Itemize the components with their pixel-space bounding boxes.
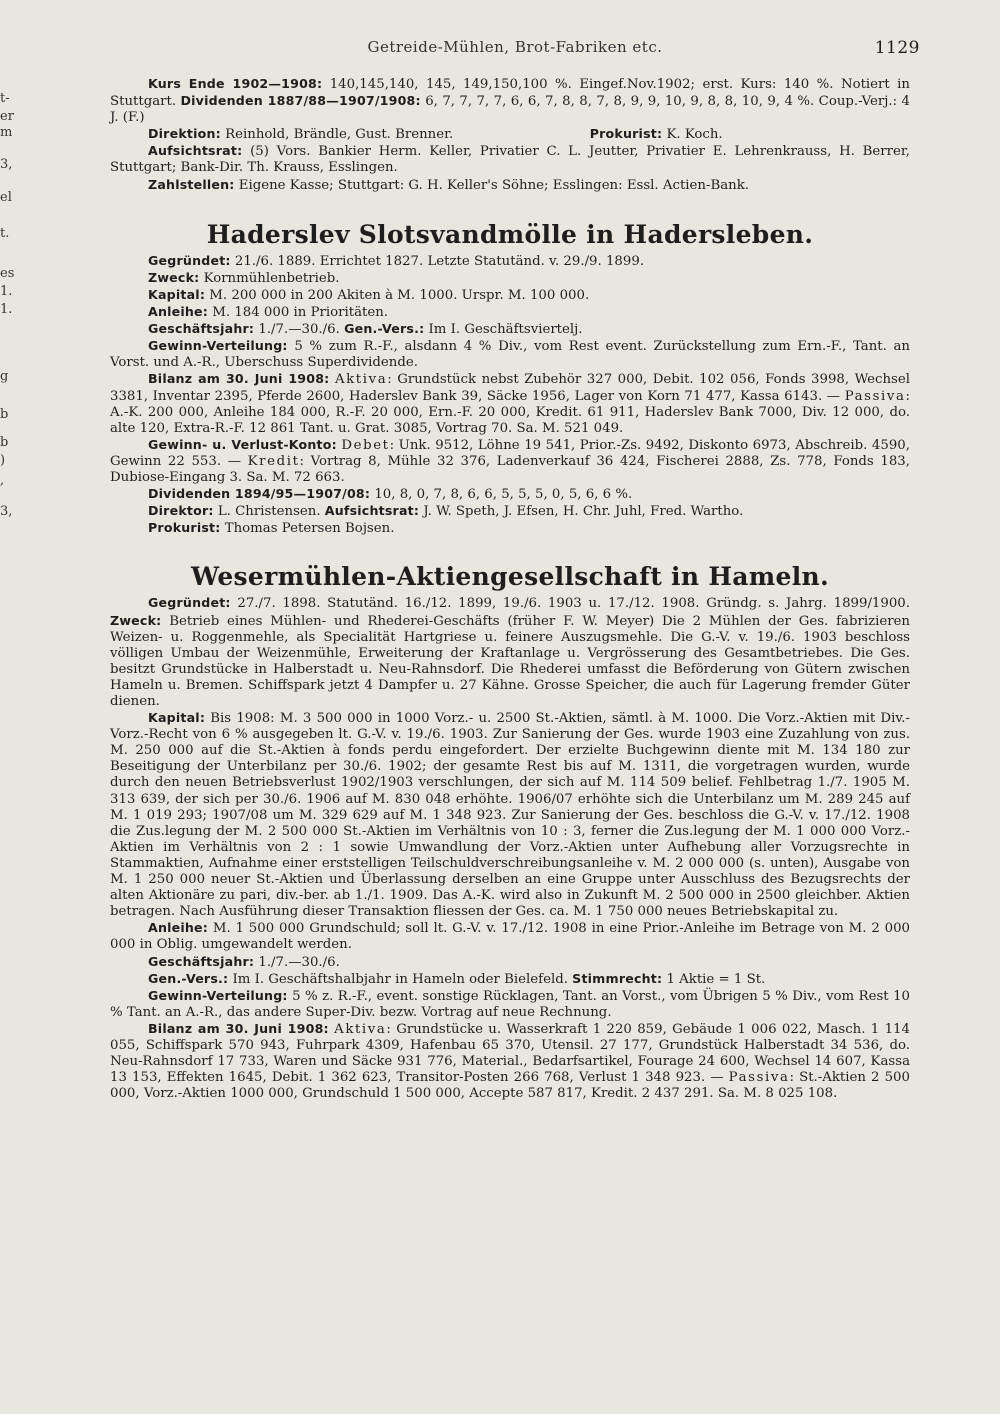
bilanz-aktiva-text: : Grundstücke u. Wasserkraft 1 220 859, Gebäude 1 006 022, Masch. 1 114 055, Schiffspark 570 943, Fuhrpark 4309, Hafenbau 65 370, Utensil. 27 177, Grundstück Halberstadt 34 536, do. Neu-Rahnsdorf 17 733, Waren und Säcke 931 776, Material., Bedarfsartikel, Fourage 24 600, Wechsel 14 607, Kassa 13 153, Effekten 1645, Debit. 1 362 623, Transitor-Posten 266 768, Verlust 1 348 923. — [110, 1021, 910, 1086]
geschaeftsjahr-paragraph [110, 954, 910, 971]
kurs-paragraph [110, 76, 910, 126]
prokurist-text: K. Koch. [662, 127, 723, 143]
passiva-word: Passiva [728, 1070, 790, 1086]
aktiva-word: Aktiva [334, 372, 388, 388]
dividenden-text: 10, 8, 0, 7, 8, 6, 6, 5, 5, 5, 0, 5, 6, 6 %. [370, 487, 633, 503]
passiva-word: Passiva [844, 388, 906, 404]
bilanz-passiva-text: : A.-K. 200 000, Anleihe 184 000, R.-F. 20 000, Ern.-F. 20 000, Kredit. 61 911, Haderslev Bank 7000, Div. 12 000, do. alte 120, Extra-R.-F. 12 861 Tant. u. Grat. 3085, Vortrag 70. Sa. M. 521 049. [110, 388, 910, 436]
margin-fragment: ) [0, 453, 6, 468]
bilanz-passiva-text: : St.-Aktien 2 500 000, Vorz.-Aktien 1000 000, Grundschuld 1 500 000, Accepte 587 817, Kredit. 2 437 291. Sa. M. 8 025 108. [110, 1070, 910, 1102]
bilanz-label: Bilanz am 30. Juni 1908: [148, 371, 330, 387]
gewinnverteilung-paragraph [110, 988, 910, 1021]
margin-fragment: t- [0, 91, 10, 106]
bilanz-paragraph [110, 371, 910, 436]
margin-fragment: es [0, 266, 15, 281]
margin-fragment: 3, [0, 157, 13, 172]
gewinnverteilung-label: Gewinn-Verteilung: [148, 338, 288, 354]
gewinnverteilung-text: 5 % zum R.-F., alsdann 4 % Div., vom Rest event. Zurückstellung zum Ern.-F., Tant. an Vorst. und A.-R., Uberschuss Superdividende. [110, 339, 910, 371]
zweck-text: Kornmühlenbetrieb. [199, 270, 340, 286]
kurs-label: Kurs Ende 1902—1908: [148, 76, 323, 91]
anleihe-label: Anleihe: [148, 304, 209, 320]
running-head-title: Getreide-Mühlen, Brot-Fabriken etc. [367, 38, 663, 56]
page-number: 1129 [874, 38, 920, 58]
margin-fragment: t. [0, 226, 10, 241]
kapital-label: Kapital: [148, 710, 206, 726]
entry-wesermuehlen [110, 595, 910, 1102]
geschaeftsjahr-text: 1./7.—30./6. [254, 954, 340, 970]
direktion-label: Direktion: [148, 126, 221, 142]
entry-continuation [110, 76, 910, 194]
margin-fragment: er [0, 109, 14, 124]
stimmrecht-text: 1 Aktie = 1 St. [662, 971, 766, 987]
zweck-label: Zweck: [148, 269, 200, 285]
margin-fragment: 1. [0, 284, 13, 299]
company-heading-haderslev: Haderslev Slotsvandmölle in Hadersleben. [206, 219, 814, 249]
kurs-text: 140,145,140, 145, 149,150,100 %. Eingef.Nov.1902; erst. Kurs: 140 %. Notiert in Stuttgart. [110, 77, 910, 110]
aufsichtsrat-text: J. W. Speth, J. Efsen, H. Chr. Juhl, Fred. Wartho. [419, 504, 744, 520]
direktor-text: L. Christensen. [213, 504, 325, 520]
stimmrecht-label: Stimmrecht: [572, 970, 663, 986]
gegruendet-text: 21./6. 1889. Errichtet 1827. Letzte Statutänd. v. 29./9. 1899. [230, 253, 645, 269]
gewinnverteilung-label: Gewinn-Verteilung: [148, 987, 288, 1003]
prokurist-label: Prokurist: [148, 520, 221, 536]
anleihe-label: Anleihe: [148, 920, 209, 936]
margin-fragment: m [0, 125, 13, 140]
kapital-paragraph [110, 710, 910, 920]
guv-debet-text: : Unk. 9512, Löhne 19 541, Prior.-Zs. 9492, Diskonto 6973, Abschreib. 4590, Gewinn 22 553. — [110, 437, 910, 469]
bilanz-paragraph [110, 1021, 910, 1102]
kapital-text: Bis 1908: M. 3 500 000 in 1000 Vorz.- u. 2500 St.-Aktien, sämtl. à M. 1000. Die Vorz.-Aktien mit Div.-Vorz.-Recht von 6 % ausgegeben lt. G.-V. v. 19./6. 1903. Zur Sanierung der Ges. wurde 1903 eine Zuzahlung von zus. M. 250 000 auf die St.-Aktien à fonds perdu eingefordert. Der erzielte Buchgewinn diente mit M. 134 180 zur Beseitigung der Unterbilanz per 30./6. 1902; der gesamte Rest bis auf M. 1311, die vorgetragen wurden, wurde durch den neuen Betriebsverlust 1902/1903 verschlungen, der sich auf M. 114 509 belief. Fehlbetrag 1./7. 1905 M. 313 639, der sich per 30./6. 1906 auf M. 830 048 erhöhte. 1906/07 erhöhte sich die Unterbilanz um M. 289 245 auf M. 1 019 293; 1907/08 um M. 329 629 auf M. 1 348 923. Zur Sanierung der Ges. beschloss die G.-V. v. 17./12. 1908 die Zus.legung der M. 2 500 000 St.-Aktien im Verhältnis von 10 : 3, ferner die Zus.legung der M. 1 000 000 Vorz.-Aktien im Verhältnis von 2 : 1 sowie Umwandlung der Vorz.-Aktien unter Aufhebung aller Vorzugsrechte in Stammaktien, Aufnahme einer erststelligen Teilschuldverschreibungsanleihe v. M. 2 000 000 (s. unten), Ausgabe von M. 1 250 000 neuer St.-Aktien und Überlassung derselben an eine Gruppe unter Ausschluss des Bezugsrechts der alten Aktionäre zu pari, div.-ber. ab 1./1. 1909. Das A.-K. wird also in Zukunft M. 2 500 000 in 2500 gleichber. Aktien betragen. Nach Ausführung dieser Transaktion fliessen der Ges. ca. M. 1 750 000 neues Betriebskapital zu. [110, 711, 910, 920]
aufsichtsrat-paragraph [110, 143, 910, 176]
dividenden-label: Dividenden 1887/88—1907/1908: [180, 93, 421, 109]
geschaeftsjahr-label: Geschäftsjahr: [148, 321, 255, 337]
anleihe-text: M. 1 500 000 Grundschuld; soll lt. G.-V. v. 17./12. 1908 in eine Prior.-Anleihe im Betrage von M. 2 000 000 in Oblig. umgewandelt werden. [110, 921, 910, 953]
anleihe-paragraph [110, 304, 910, 321]
company-heading-wesermuehlen: Wesermühlen-Aktiengesellschaft in Hameln. [191, 562, 829, 592]
genvers-paragraph [110, 971, 910, 988]
dividenden-text: 6, 7, 7, 7, 7, 6, 6, 7, 8, 8, 7, 8, 9, 9, 10, 9, 8, 8, 10, 9, 4 %. Coup.-Verj.: 4 J. (F.) [110, 94, 911, 126]
aufsichtsrat-text: (5) Vors. Bankier Herm. Keller, Privatier C. L. Jeutter, Privatier E. Lehrenkrauss, H. Berrer, Stuttgart; Bank-Dir. Th. Krauss, Esslingen. [110, 144, 910, 176]
gegruendet-label: Gegründet: [148, 252, 231, 268]
gegruendet-label: Gegründet: [148, 595, 231, 611]
direktion-text: Reinhold, Brändle, Gust. Brenner. [220, 127, 454, 143]
margin-fragment: , [0, 473, 5, 488]
zweck-paragraph [110, 270, 910, 287]
geschaeftsjahr-text: 1./7.—30./6. [254, 322, 345, 338]
dividenden-paragraph [110, 486, 910, 503]
prokurist-label: Prokurist: [589, 126, 663, 142]
gewinnverteilung-paragraph [110, 338, 910, 371]
kapital-label: Kapital: [148, 286, 206, 302]
kredit-word: Kredit [247, 453, 300, 469]
genvers-text: Im I. Geschäftshalbjahr in Hameln oder Bielefeld. [228, 971, 573, 987]
zahlstellen-text: Eigene Kasse; Stuttgart: G. H. Keller's Söhne; Esslingen: Essl. Actien-Bank. [234, 177, 750, 193]
geschaeftsjahr-label: Geschäftsjahr: [148, 953, 255, 969]
margin-fragment: b [0, 407, 9, 422]
margin-fragment: 3, [0, 504, 13, 519]
direktion-paragraph [110, 126, 910, 143]
genvers-label: Gen.-Vers.: [148, 970, 229, 986]
anleihe-paragraph [110, 920, 910, 953]
zweck-label: Zweck: [110, 612, 162, 628]
bilanz-label: Bilanz am 30. Juni 1908: [148, 1020, 329, 1036]
gegruendet-paragraph [110, 253, 910, 270]
page-body [110, 76, 910, 1102]
aufsichtsrat-label: Aufsichtsrat: [148, 143, 243, 159]
genvers-text: Im I. Geschäftsviertelj. [424, 322, 583, 338]
prokurist-text: Thomas Petersen Bojsen. [220, 521, 395, 537]
entry-haderslev [110, 253, 910, 538]
aktiva-word: Aktiva [334, 1021, 387, 1037]
zweck-text: Betrieb eines Mühlen- und Rhederei-Geschäfts (früher F. W. Meyer) Die 2 Mühlen der Ges. fabrizieren Weizen- u. Roggenmehle, als Specialität Hartgriese u. feinere Auszugsmehle. Die G.-V. v. 19./6. 1903 beschloss völligen Umbau der Weizenmühle, Erweiterung der Kraftanlage u. Vergrösserung des Gesamtbetriebes. Die Ges. besitzt Grundstücke in Halberstadt u. Neu-Rahnsdorf. Die Rhederei umfasst die Beförderung von Gütern zwischen Hameln u. Bremen. Schiffspark jetzt 4 Dampfer u. 27 Kähne. Grosse Speicher, die auch für Lagerung fremder Güter dienen. [110, 613, 910, 709]
genvers-label: Gen.-Vers.: [344, 321, 425, 337]
kapital-paragraph [110, 287, 910, 304]
direktor-paragraph [110, 503, 910, 520]
kapital-text: M. 200 000 in 200 Akiten à M. 1000. Urspr. M. 100 000. [205, 287, 590, 303]
margin-fragment: g [0, 369, 9, 384]
gegruendet-text: 27./7. 1898. Statutänd. 16./12. 1899, 19./6. 1903 u. 17./12. 1908. Gründg. s. Jahrg. 1899/1900. [230, 596, 910, 612]
running-head [110, 38, 920, 60]
gewinnverteilung-text: 5 % z. R.-F., event. sonstige Rücklagen, Tant. an Vorst., vom Übrigen 5 % Div., vom Rest 10 % Tant. an A.-R., das andere Super-Div. bezw. Vortrag auf neue Rechnung. [110, 988, 910, 1020]
guv-paragraph [110, 437, 910, 486]
dividenden-label: Dividenden 1894/95—1907/08: [148, 486, 371, 502]
gegruendet-zweck-paragraph [110, 595, 910, 710]
zahlstellen-label: Zahlstellen: [148, 176, 235, 192]
bilanz-aktiva-text: : Grundstück nebst Zubehör 327 000, Debit. 102 056, Fonds 3998, Wechsel 3381, Inventar 2395, Pferde 2600, Haderslev Bank 39, Säcke 1956, Lager von Korn 71 477, Kassa 6143. — [110, 372, 911, 404]
margin-fragment: 1. [0, 302, 13, 317]
guv-kredit-text: : Vortrag 8, Mühle 32 376, Ladenverkauf 36 424, Fischerei 2888, Zs. 778, Fonds 183, Dubiose-Eingang 3. Sa. M. 72 663. [110, 453, 910, 485]
aufsichtsrat-label: Aufsichtsrat: [324, 503, 420, 519]
guv-label: Gewinn- u. Verlust-Konto: [148, 436, 337, 452]
zahlstellen-paragraph [110, 177, 910, 194]
anleihe-text: M. 184 000 in Prioritäten. [208, 305, 389, 321]
margin-fragment: b [0, 435, 9, 450]
direktor-label: Direktor: [148, 503, 214, 519]
prokurist-paragraph [110, 520, 910, 537]
debet-word: Debet [341, 437, 390, 453]
geschaeftsjahr-paragraph [110, 321, 910, 338]
margin-fragment: el [0, 190, 12, 205]
